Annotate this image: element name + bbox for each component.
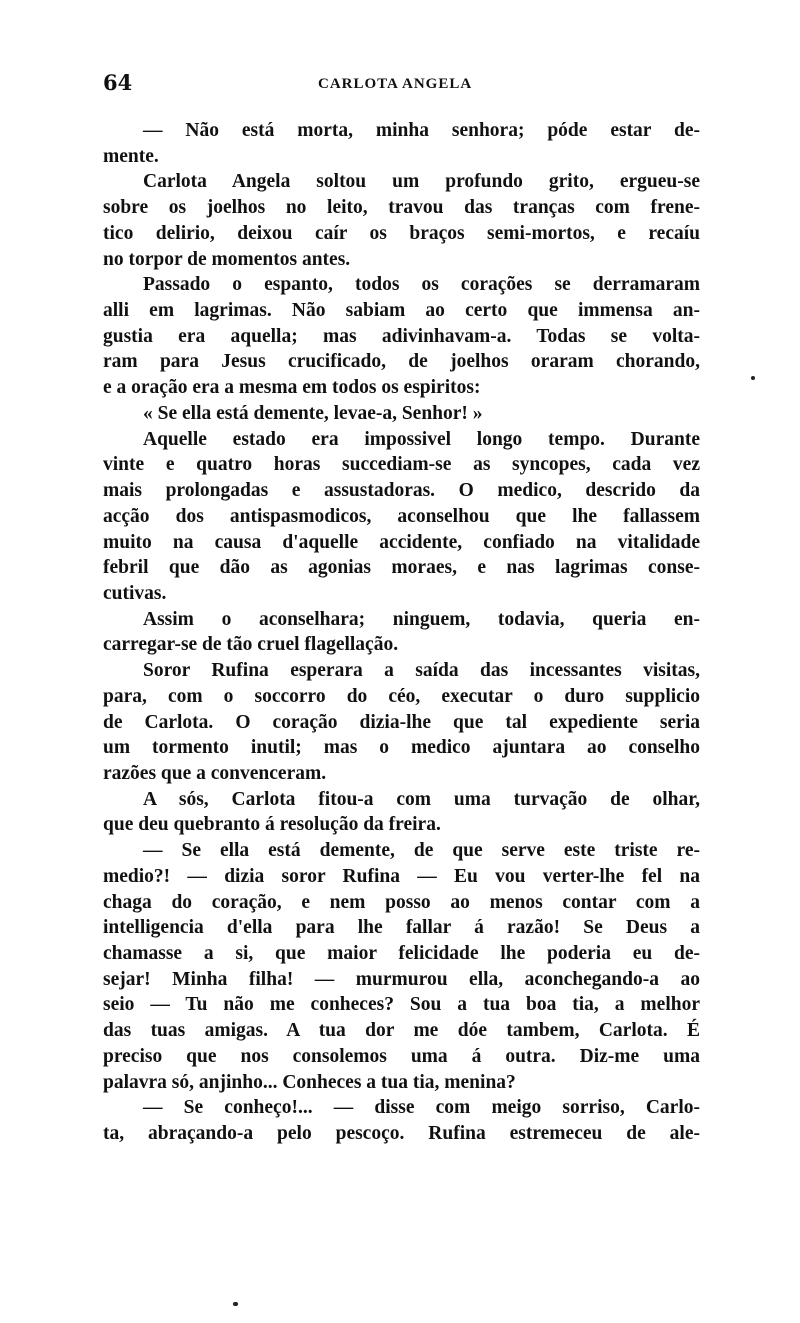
text-line: que deu quebranto á resolução da freira. [103, 814, 441, 836]
text-line: e a oração era a mesma em todos os espiritos: [103, 377, 481, 399]
text-line: chaga do coração, e nem posso ao menos contar com a [103, 891, 700, 913]
text-line: A sós, Carlota fitou-a com uma turvação de olhar, [143, 788, 700, 810]
running-head: CARLOTA ANGELA [318, 76, 473, 92]
text-line: razões que a convenceram. [103, 762, 327, 784]
text-line: para, com o soccorro do céo, executar o duro supplicio [103, 685, 700, 707]
ink-speck [751, 376, 755, 380]
text-line: acção dos antispasmodicos, aconselhou que lhe fallassem [103, 505, 700, 527]
ink-speck [233, 1302, 238, 1306]
text-line: mais prolongadas e assustadoras. O medico, descrido da [103, 480, 700, 502]
text-line: medio?! — dizia soror Rufina — Eu vou verter-lhe fel na [103, 865, 700, 887]
text-line: alli em lagrimas. Não sabiam ao certo que immensa an- [103, 300, 700, 322]
text-line: Assim o aconselhara; ninguem, todavia, queria en- [143, 608, 700, 630]
text-line: sobre os joelhos no leito, travou das tranças com frene- [103, 197, 700, 219]
text-line: tico delirio, deixou caír os braços semi-mortos, e recaíu [103, 222, 700, 244]
text-line: — Não está morta, minha senhora; póde estar de- [143, 120, 700, 141]
text-line: mente. [103, 145, 159, 167]
text-line: — Se conheço!... — disse com meigo sorriso, Carlo- [143, 1097, 700, 1119]
text-line: preciso que nos consolemos uma á outra. Diz-me uma [103, 1045, 700, 1067]
text-line: de Carlota. O coração dizia-lhe que tal expediente seria [103, 711, 700, 733]
text-line: Carlota Angela soltou um profundo grito, ergueu-se [143, 171, 700, 193]
body-text [103, 118, 700, 1147]
text-line: das tuas amigas. A tua dor me dóe tambem, Carlota. É [103, 1020, 700, 1042]
text-line: muito na causa d'aquelle accidente, confiado na vitalidade [103, 531, 700, 553]
text-line: « Se ella está demente, levae-a, Senhor! » [143, 402, 483, 424]
text-line: Soror Rufina esperara a saída das incessantes visitas, [143, 660, 700, 682]
text-line: — Se ella está demente, de que serve este triste re- [143, 840, 700, 862]
text-line: carregar-se de tão cruel flagellação. [103, 634, 399, 656]
page-header [103, 70, 700, 100]
text-line: Aquelle estado era impossivel longo tempo. Durante [143, 428, 700, 450]
text-line: vinte e quatro horas succediam-se as syncopes, cada vez [103, 454, 700, 476]
text-line: palavra só, anjinho... Conheces a tua tia, menina? [103, 1071, 516, 1093]
text-line: sejar! Minha filha! — murmurou ella, aconchegando-a ao [103, 968, 700, 990]
text-line: um tormento inutil; mas o medico ajuntara ao conselho [103, 737, 700, 759]
text-line: febril que dão as agonias moraes, e nas lagrimas conse- [103, 557, 700, 579]
page-number: 64 [103, 70, 133, 95]
text-line: gustia era aquella; mas adivinhavam-a. Todas se volta- [103, 325, 700, 347]
text-line: seio — Tu não me conheces? Sou a tua boa tia, a melhor [103, 994, 700, 1016]
text-line: ta, abraçando-a pelo pescoço. Rufina estremeceu de ale- [103, 1123, 700, 1145]
text-line: Passado o espanto, todos os corações se derramaram [143, 274, 700, 296]
text-line: no torpor de momentos antes. [103, 248, 351, 270]
text-line: cutivas. [103, 582, 167, 604]
text-line: ram para Jesus crucificado, de joelhos oraram chorando, [103, 351, 700, 373]
text-line: chamasse a si, que maior felicidade lhe poderia eu de- [103, 943, 700, 964]
text-line: intelligencia d'ella para lhe fallar á razão! Se Deus a [103, 917, 700, 939]
